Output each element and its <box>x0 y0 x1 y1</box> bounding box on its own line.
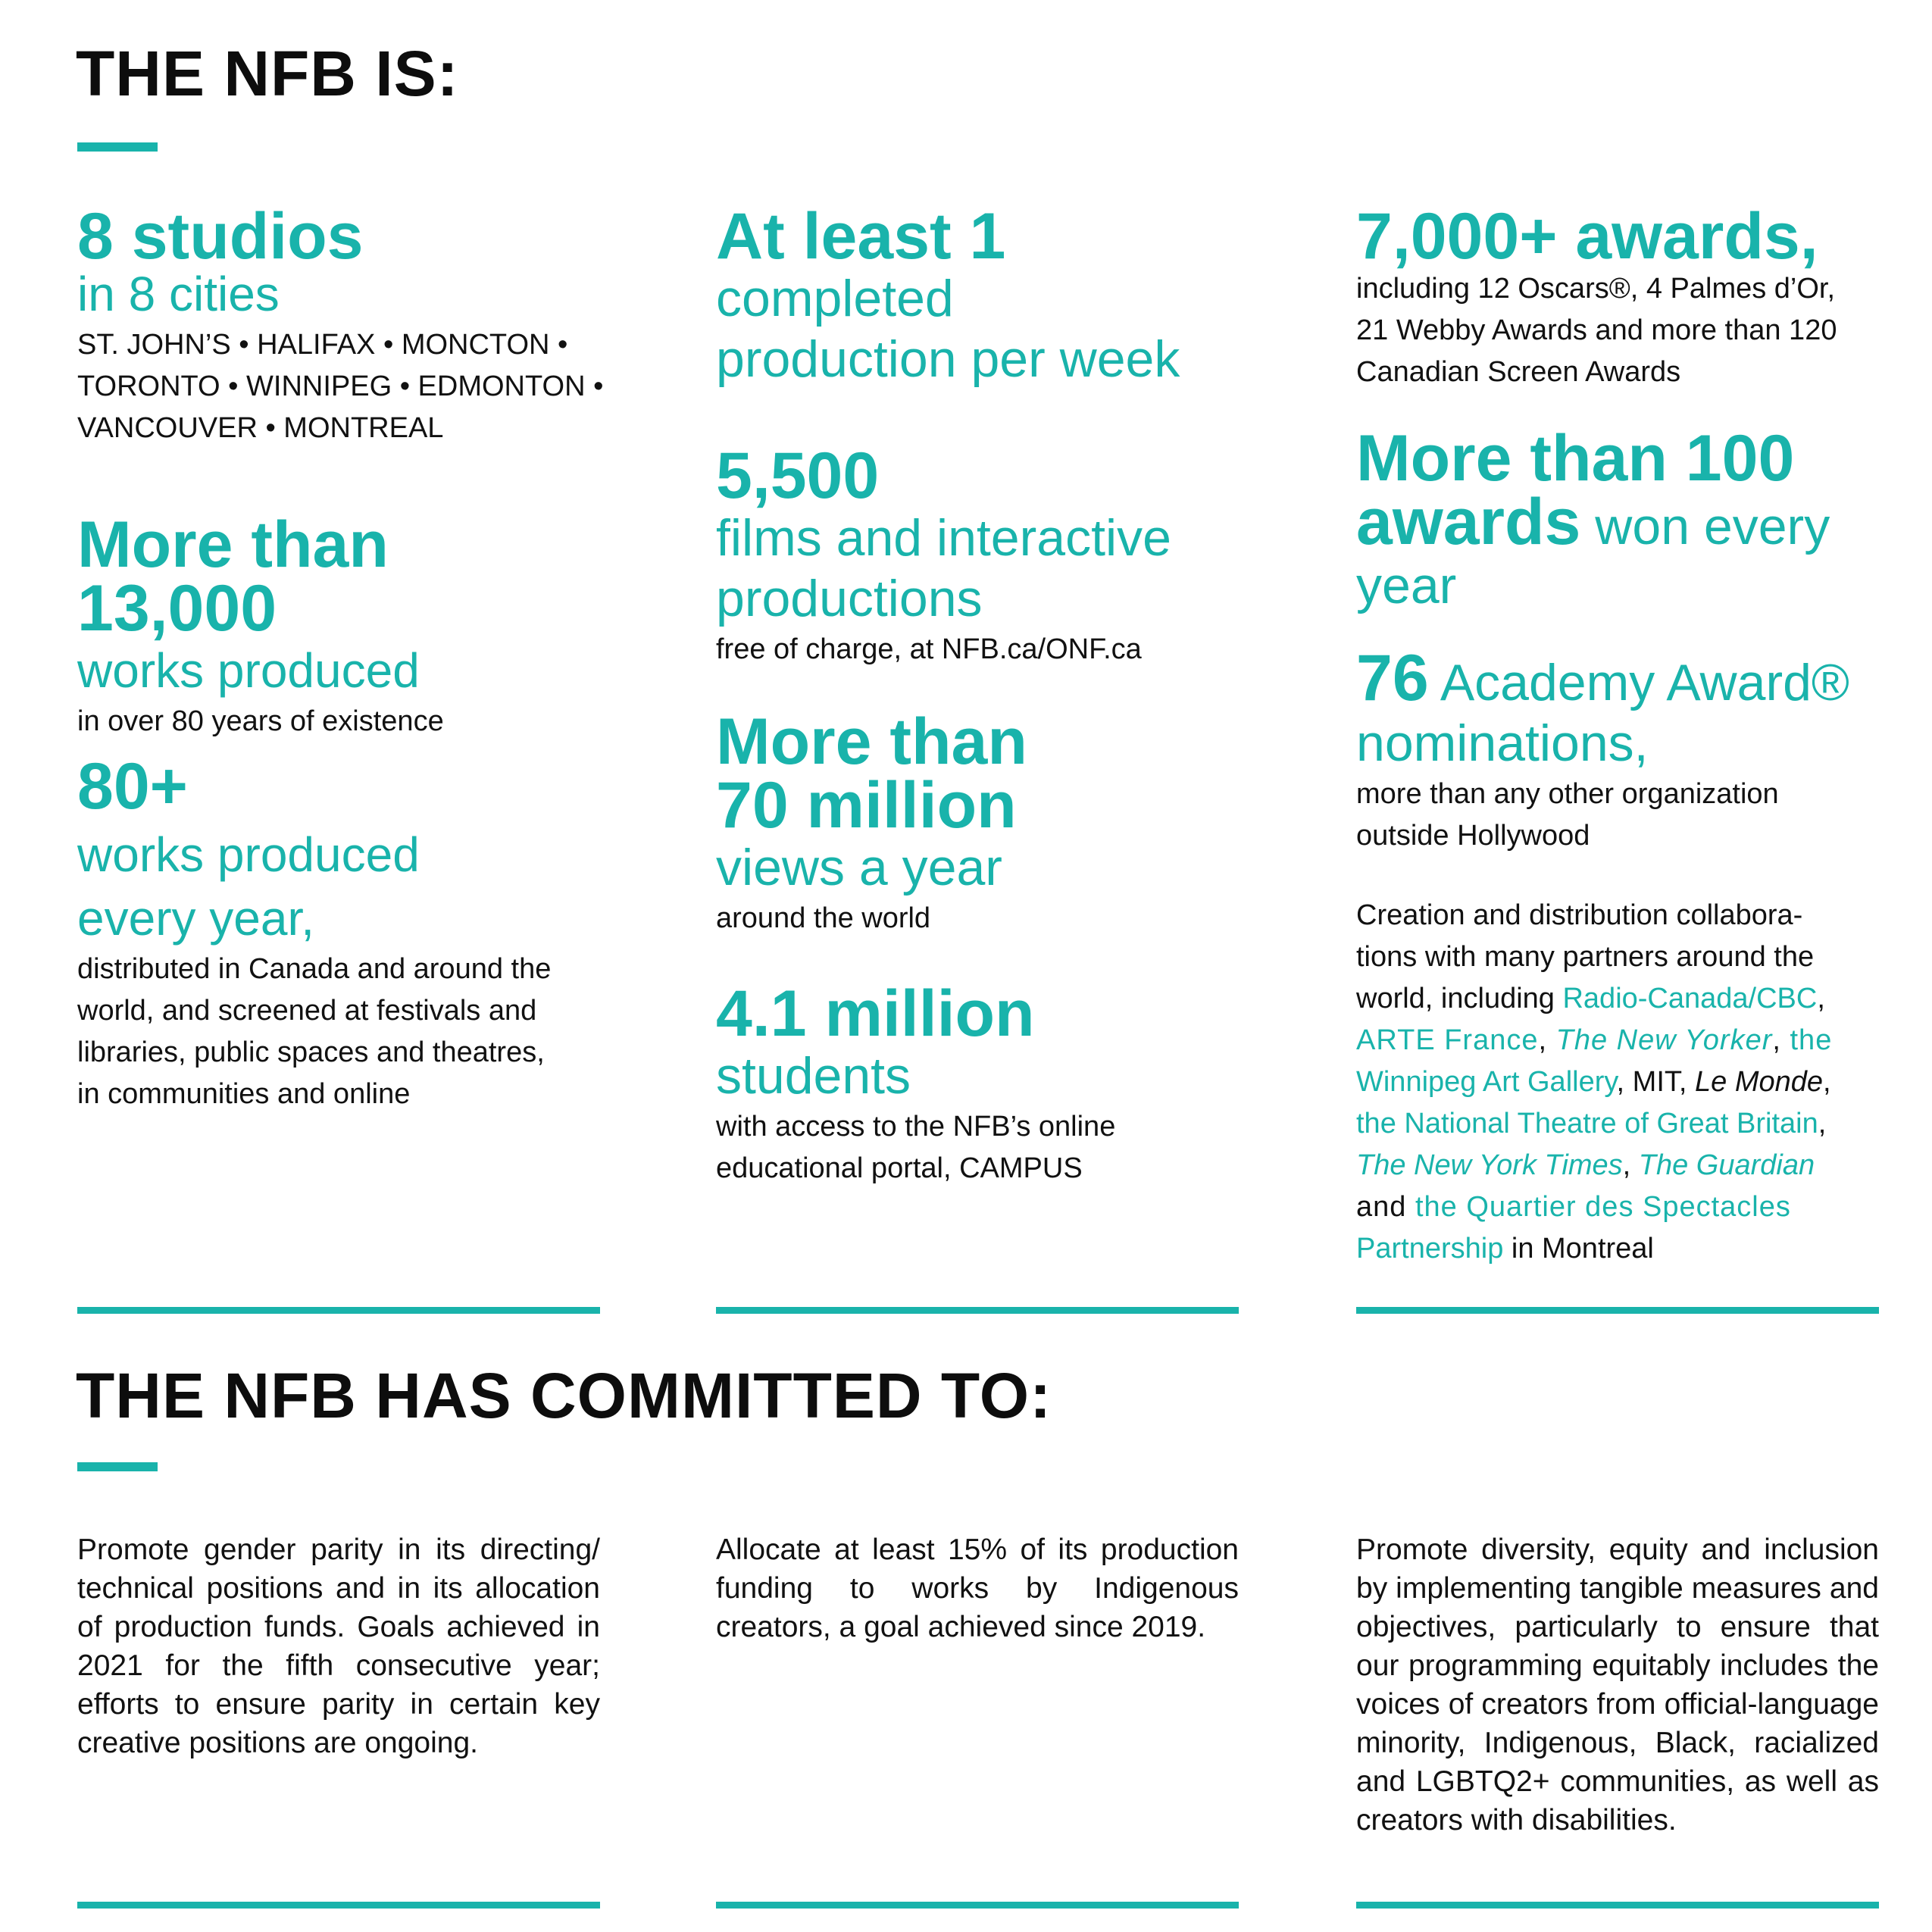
stat-subhead: production per week <box>716 330 1180 388</box>
stat-caption-line: with access to the NFB’s online <box>716 1111 1116 1143</box>
stat-caption: in over 80 years of existence <box>77 705 444 737</box>
stat-headline: 7,000+ awards, <box>1356 200 1818 273</box>
stat-subhead-inline: won every <box>1580 498 1830 555</box>
stat-works-per-year <box>77 750 608 1115</box>
partners-text: , <box>1772 1024 1790 1056</box>
partner-name: the National Theatre of Great Britain <box>1356 1108 1818 1140</box>
stat-caption-line: libraries, public spaces and theatres, <box>77 1036 545 1068</box>
city-list-line: VANCOUVER • MONTREAL <box>77 412 444 444</box>
stat-caption-line: 21 Webby Awards and more than 120 <box>1356 314 1837 346</box>
partners-text: , <box>1817 983 1825 1014</box>
stat-headline: 4.1 million <box>716 977 1035 1050</box>
partners-line: tions with many partners around the <box>1356 941 1815 973</box>
stat-nominations <box>1356 642 1887 857</box>
stat-subhead: films and interactive <box>716 509 1171 567</box>
stat-caption-line: distributed in Canada and around the <box>77 953 552 985</box>
stat-headline: More than <box>77 508 389 581</box>
partners-text: , <box>1823 1066 1831 1098</box>
partner-name: Radio-Canada/CBC <box>1562 983 1818 1014</box>
partners-line <box>1356 1061 1879 1103</box>
stat-headline: 8 studios <box>77 200 364 273</box>
stat-caption: around the world <box>716 902 931 934</box>
commitment-1-bottom-rule <box>77 1902 600 1909</box>
stat-subhead: works produced <box>77 643 420 698</box>
partners-text: , MIT, <box>1616 1066 1695 1098</box>
column-1 <box>77 200 608 1115</box>
partner-name: the <box>1790 1024 1833 1056</box>
partners-line <box>1356 1020 1879 1061</box>
partners-line: Creation and distribution collabora- <box>1356 899 1803 931</box>
stat-headline: At least 1 <box>716 200 1006 273</box>
stat-headline: 5,500 <box>716 439 880 512</box>
section-title-committed: THE NFB HAS COMMITTED TO: <box>76 1360 1052 1431</box>
partners-text: in Montreal <box>1503 1233 1654 1265</box>
stat-students <box>716 977 1246 1190</box>
stat-headline-bold: awards <box>1356 486 1581 558</box>
column-2 <box>716 200 1246 1190</box>
stat-completed-production <box>716 200 1246 389</box>
partners-line <box>1356 978 1879 1020</box>
partner-name: The New Yorker <box>1555 1024 1773 1056</box>
commitment-text: Promote diversity, equity and inclusion by implementing tangible measures and objectives, particularly to ensure that our programming equitably includes the voices of creators from official-language minority, Indigenous, Black, racialized and LGBTQ2+ communities, as well as creators with disabilities. <box>1356 1533 1879 1837</box>
stat-subhead: nominations, <box>1356 714 1649 772</box>
section-title-underline <box>77 142 158 152</box>
stat-headline: 80+ <box>77 750 188 823</box>
partners-text: and <box>1356 1191 1415 1223</box>
stat-subhead: views a year <box>716 839 1002 896</box>
section-title-nfb-is: THE NFB IS: <box>76 38 459 109</box>
partner-name: The New York Times <box>1356 1149 1623 1181</box>
section-title-underline <box>77 1462 158 1471</box>
partners-paragraph <box>1356 895 1879 1270</box>
commitment-2-bottom-rule <box>716 1902 1239 1909</box>
partners-line <box>1356 1103 1879 1145</box>
commitment-3-bottom-rule <box>1356 1902 1879 1909</box>
stat-caption-line: Canadian Screen Awards <box>1356 356 1681 388</box>
partners-line <box>1356 1228 1879 1270</box>
column-3-bottom-rule <box>1356 1307 1879 1314</box>
stat-awards <box>1356 200 1887 393</box>
column-1-bottom-rule <box>77 1307 600 1314</box>
city-list-line: TORONTO • WINNIPEG • EDMONTON • <box>77 370 604 402</box>
commitment-diversity <box>1356 1530 1879 1840</box>
stat-headline-with-inline <box>1356 486 1887 558</box>
stat-subhead: productions <box>716 570 983 627</box>
stat-awards-per-year <box>1356 422 1887 616</box>
partners-text: , <box>1818 1108 1827 1140</box>
stat-subhead-inline: Academy Award® <box>1428 654 1850 711</box>
stat-headline: 13,000 <box>77 572 277 645</box>
stat-studios <box>77 200 608 449</box>
stat-caption-line: world, and screened at festivals and <box>77 995 537 1027</box>
partners-line <box>1356 1145 1879 1186</box>
partners-text: world, including <box>1356 983 1563 1014</box>
city-list-line: ST. JOHN’S • HALIFAX • MONCTON • <box>77 329 568 361</box>
stat-views <box>716 705 1246 939</box>
partner-name: The Guardian <box>1638 1149 1815 1181</box>
stat-subhead: completed <box>716 270 954 327</box>
partner-name: Le Monde <box>1695 1066 1824 1098</box>
stat-subhead: year <box>1356 557 1457 614</box>
stat-headline: More than <box>716 705 1027 778</box>
column-3 <box>1356 200 1887 1270</box>
stat-caption-line: outside Hollywood <box>1356 820 1590 852</box>
stat-headline: More than 100 <box>1356 422 1795 495</box>
stat-caption-line: more than any other organization <box>1356 778 1779 810</box>
stat-subhead: in 8 cities <box>77 267 280 321</box>
partners-line <box>1356 1186 1879 1228</box>
partner-name: Winnipeg Art Gallery <box>1356 1066 1617 1098</box>
commitment-indigenous-funding <box>716 1530 1239 1646</box>
stat-subhead: every year, <box>77 891 315 946</box>
partner-name: Partnership <box>1356 1233 1504 1265</box>
stat-caption-line: including 12 Oscars®, 4 Palmes d’Or, <box>1356 273 1836 305</box>
column-2-bottom-rule <box>716 1307 1239 1314</box>
partners-text: , <box>1622 1149 1639 1181</box>
stat-works-produced <box>77 508 608 742</box>
partner-name: the Quartier des Spectacles <box>1415 1191 1791 1223</box>
partner-name: ARTE France <box>1356 1024 1539 1056</box>
stat-caption-line: in communities and online <box>77 1078 411 1110</box>
stat-headline-with-inline <box>1356 642 1887 714</box>
stat-subhead: students <box>716 1047 911 1105</box>
partners-text: , <box>1538 1024 1556 1056</box>
stat-headline: 70 million <box>716 769 1017 842</box>
stat-subhead: works produced <box>77 827 420 882</box>
commitment-text: Allocate at least 15% of its production funding to works by Indigenous creators, a goal achieved since 2019. <box>716 1533 1239 1643</box>
commitment-text: Promote gender parity in its directing/ technical positions and in its allocation of production funds. Goals achieved in 2021 for the fifth consecutive year; efforts to ensure parity in certain key creative positions are ongoing. <box>77 1533 600 1759</box>
stat-caption: free of charge, at NFB.ca/ONF.ca <box>716 633 1142 665</box>
stat-caption-line: educational portal, CAMPUS <box>716 1152 1083 1184</box>
stat-films <box>716 439 1246 671</box>
stat-headline-bold: 76 <box>1356 642 1429 714</box>
commitment-gender-parity <box>77 1530 600 1762</box>
